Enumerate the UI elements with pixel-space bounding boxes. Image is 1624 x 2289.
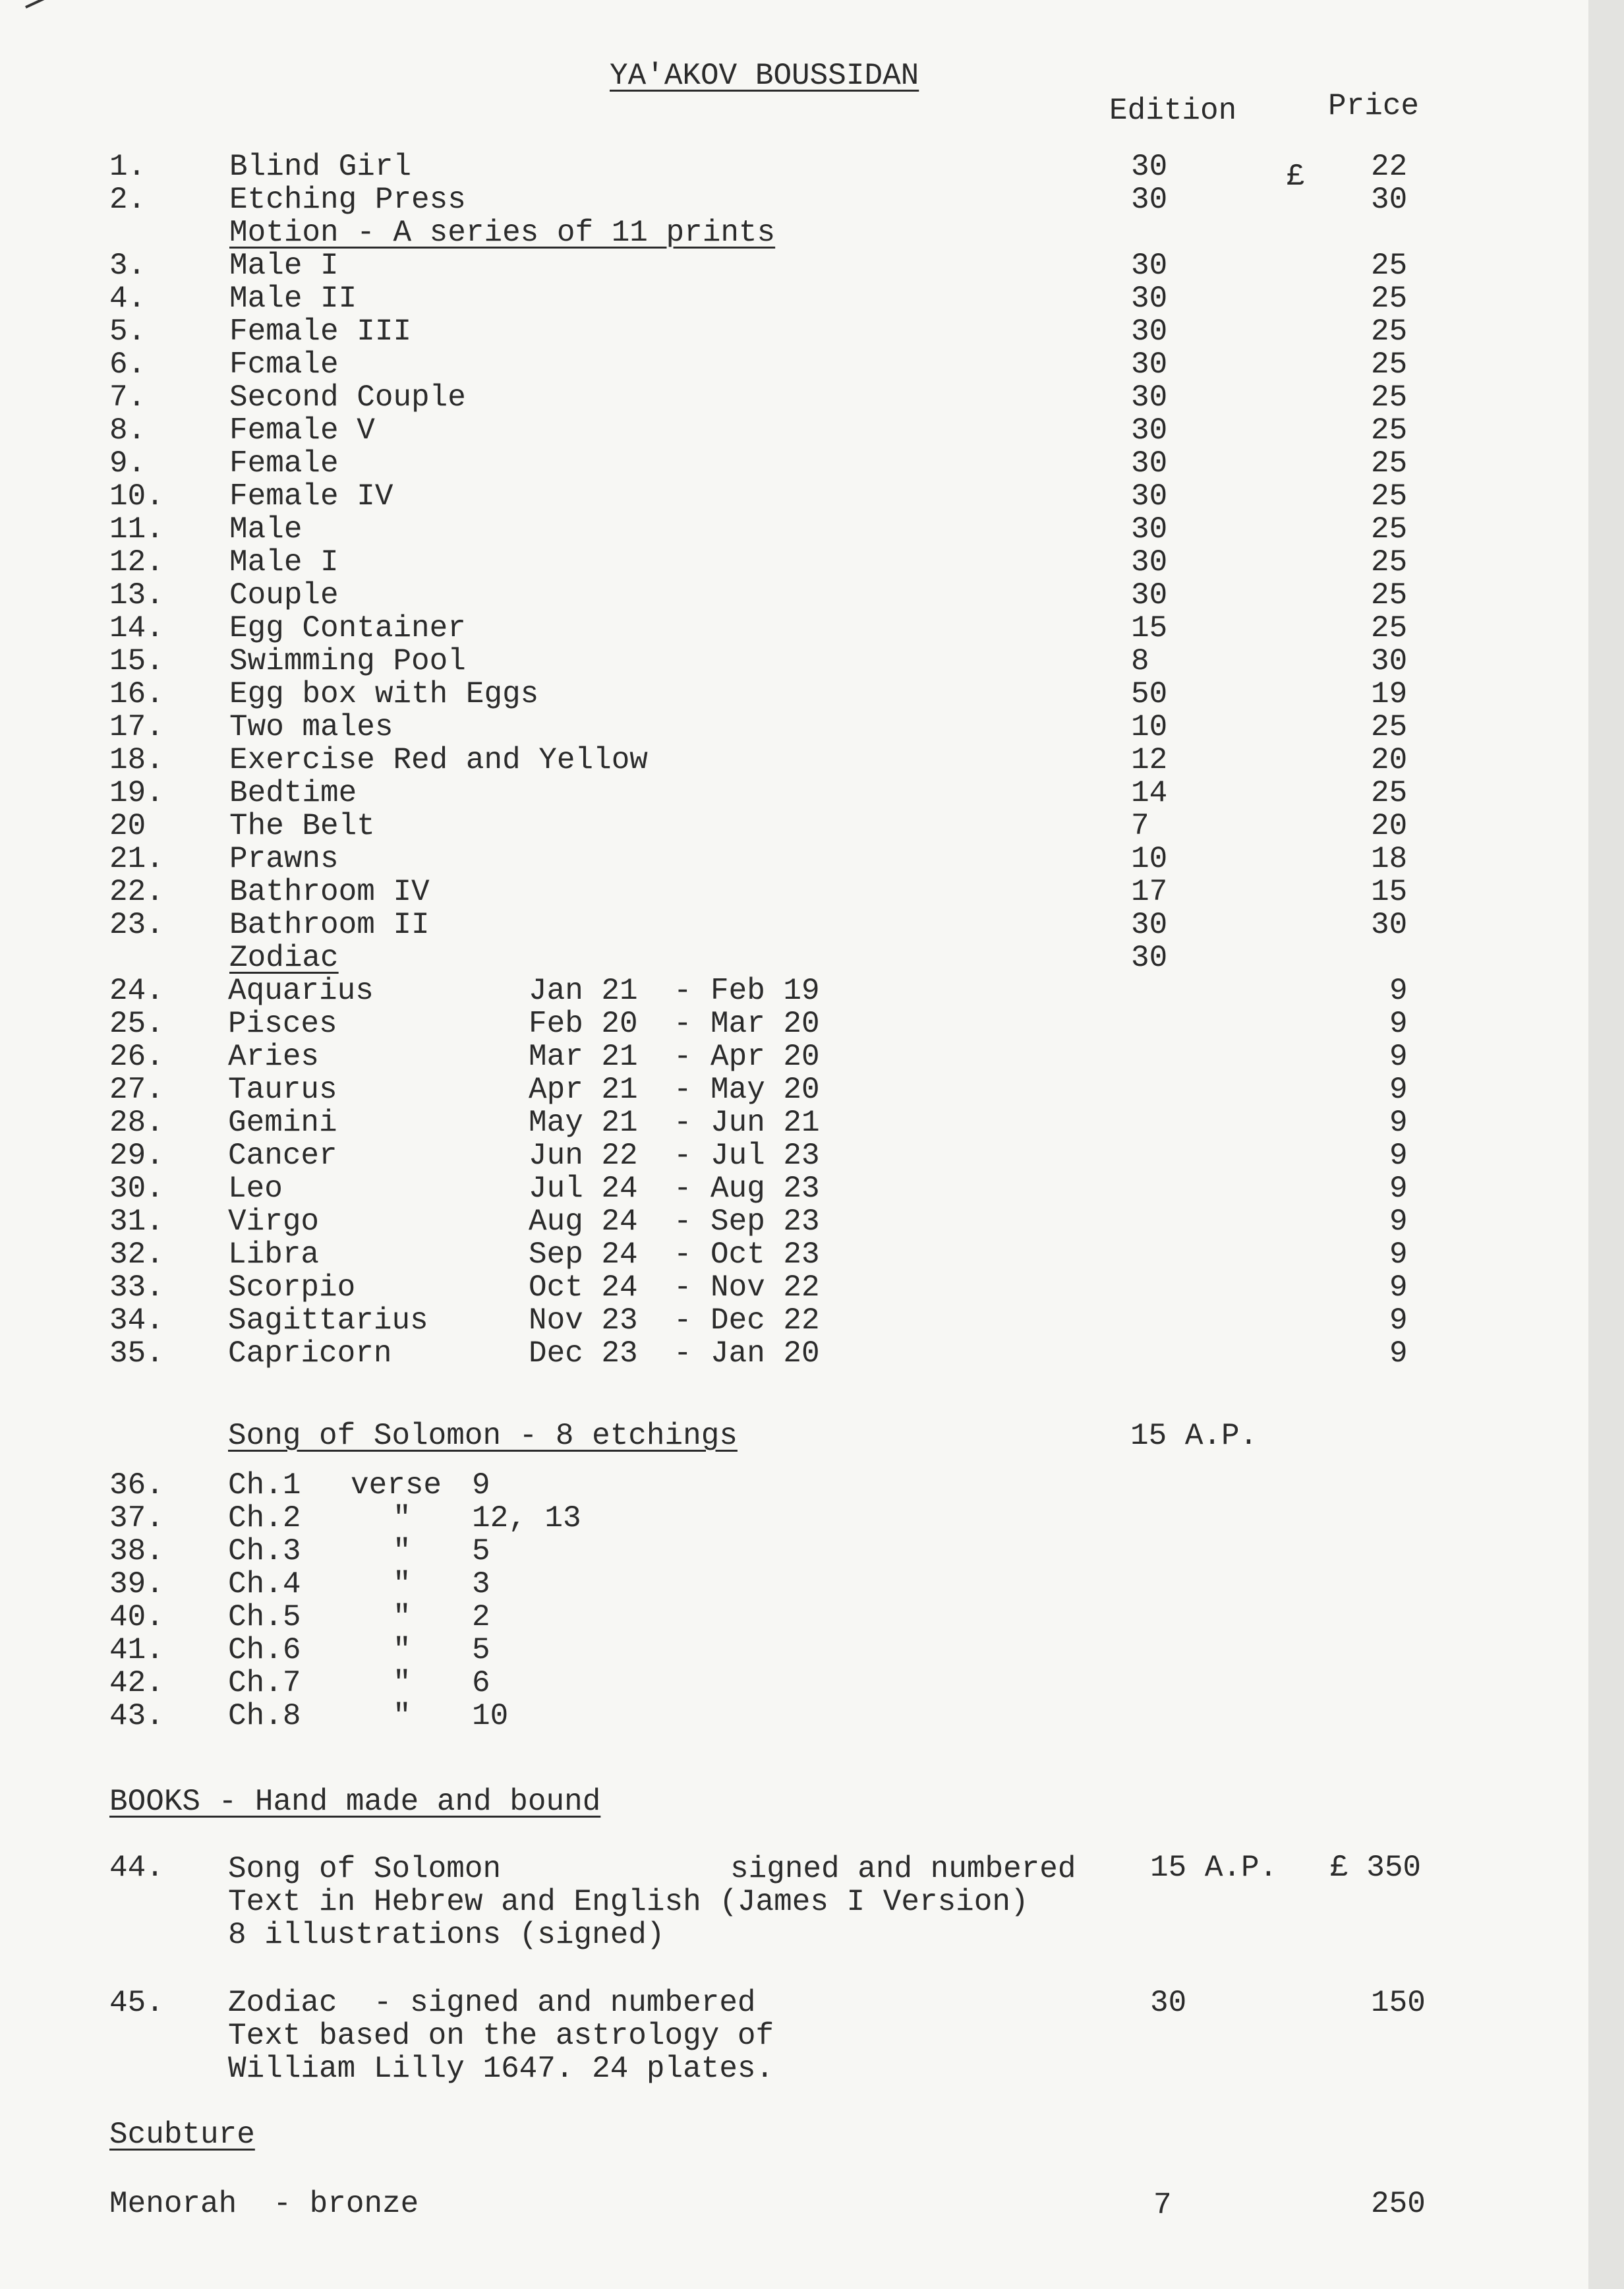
zodiac-from: Sep 24: [529, 1237, 638, 1272]
row-title: Female IV: [229, 479, 393, 514]
book-45-number: 45.: [109, 1986, 164, 2020]
row-edition: 10: [1131, 710, 1168, 744]
date-range-dash: -: [674, 1336, 692, 1371]
zodiac-price: 9: [1389, 1270, 1408, 1305]
zodiac-from: Mar 21: [529, 1040, 638, 1074]
zodiac-to: Nov 22: [710, 1270, 820, 1305]
book-45-plates: William Lilly 1647. 24 plates.: [228, 2052, 774, 2086]
row-edition: 10: [1131, 842, 1168, 876]
song-chapter: Ch.8: [228, 1699, 301, 1733]
row-edition: 7: [1131, 809, 1149, 843]
song-chapter: Ch.6: [228, 1633, 301, 1667]
date-range-dash: -: [674, 1172, 692, 1206]
zodiac-from: Aug 24: [529, 1204, 638, 1239]
zodiac-from: Jan 21: [529, 974, 638, 1008]
zodiac-sign: Leo: [228, 1172, 283, 1206]
row-price: 25: [1371, 710, 1408, 744]
zodiac-from: Apr 21: [529, 1073, 638, 1107]
page-edge: [1588, 0, 1624, 2289]
row-title: Fcmale: [229, 347, 339, 382]
row-number: 14.: [109, 611, 164, 645]
zodiac-sign: Pisces: [228, 1007, 337, 1041]
row-title: Exercise Red and Yellow: [229, 743, 648, 777]
row-title: Egg Container: [229, 611, 466, 645]
song-chapter: Ch.2: [228, 1501, 301, 1535]
zodiac-sign: Aquarius: [228, 974, 374, 1008]
row-number: 22.: [109, 875, 164, 909]
row-price: 30: [1371, 183, 1408, 217]
zodiac-to: Feb 19: [710, 974, 820, 1008]
song-verse: 6: [472, 1666, 490, 1700]
song-verse-mark: ": [393, 1699, 411, 1733]
sculpture-title: Menorah - bronze: [109, 2187, 419, 2221]
row-edition: 30: [1131, 413, 1168, 448]
song-verse-mark: verse: [351, 1468, 442, 1502]
zodiac-number: 31.: [109, 1204, 164, 1239]
row-title: Swimming Pool: [229, 644, 466, 678]
song-verse: 5: [472, 1534, 490, 1568]
zodiac-from: Oct 24: [529, 1270, 638, 1305]
zodiac-number: 35.: [109, 1336, 164, 1371]
zodiac-price: 9: [1389, 1336, 1408, 1371]
date-range-dash: -: [674, 1040, 692, 1074]
row-title: Bathroom II: [229, 908, 430, 942]
song-verse-mark: ": [393, 1600, 411, 1634]
row-edition: 30: [1131, 479, 1168, 514]
row-number: 1.: [109, 150, 146, 184]
row-edition: 14: [1131, 776, 1168, 810]
date-range-dash: -: [674, 974, 692, 1008]
song-number: 40.: [109, 1600, 164, 1634]
row-number: 3.: [109, 249, 146, 283]
row-number: 10.: [109, 479, 164, 514]
row-price: 25: [1371, 776, 1408, 810]
book-44-number: 44.: [109, 1851, 164, 1885]
song-chapter: Ch.5: [228, 1600, 301, 1634]
zodiac-from: Jun 22: [529, 1139, 638, 1173]
row-price: 25: [1371, 314, 1408, 349]
row-price: 22: [1371, 150, 1408, 184]
sculpture-edition: 7: [1153, 2188, 1172, 2222]
zodiac-to: Aug 23: [710, 1172, 820, 1206]
song-verse: 9: [472, 1468, 490, 1502]
zodiac-to: Sep 23: [710, 1204, 820, 1239]
row-edition: 8: [1131, 644, 1149, 678]
row-number: 13.: [109, 578, 164, 612]
zodiac-price: 9: [1389, 1237, 1408, 1272]
row-edition: 30: [1131, 282, 1168, 316]
row-number: 21.: [109, 842, 164, 876]
row-title: Blind Girl: [229, 150, 412, 184]
zodiac-price: 9: [1389, 1040, 1408, 1074]
row-title: Male I: [229, 545, 339, 580]
book-44-signed: signed and numbered: [730, 1852, 1076, 1886]
row-number: 8.: [109, 413, 146, 448]
row-price: 25: [1371, 479, 1408, 514]
sculpture-heading: Scubture: [109, 2118, 255, 2152]
zodiac-price: 9: [1389, 1204, 1408, 1239]
zodiac-to: Jul 23: [710, 1139, 820, 1173]
row-price: 25: [1371, 249, 1408, 283]
row-number: 2.: [109, 183, 146, 217]
row-price: 25: [1371, 446, 1408, 481]
zodiac-number: 33.: [109, 1270, 164, 1305]
row-price: 25: [1371, 545, 1408, 580]
zodiac-to: Dec 22: [710, 1303, 820, 1338]
book-44-edition: 15 A.P.: [1150, 1851, 1278, 1885]
date-range-dash: -: [674, 1204, 692, 1239]
song-number: 37.: [109, 1501, 164, 1535]
song-verse: 5: [472, 1633, 490, 1667]
row-title: Female V: [229, 413, 375, 448]
song-verse: 2: [472, 1600, 490, 1634]
song-verse: 10: [472, 1699, 509, 1733]
row-title: Female III: [229, 314, 412, 349]
zodiac-to: Jan 20: [710, 1336, 820, 1371]
date-range-dash: -: [674, 1106, 692, 1140]
zodiac-number: 27.: [109, 1073, 164, 1107]
song-edition: 15 A.P.: [1130, 1419, 1258, 1453]
book-45-price: 150: [1371, 1986, 1426, 2020]
zodiac-from: Feb 20: [529, 1007, 638, 1041]
zodiac-to: May 20: [710, 1073, 820, 1107]
row-number: 9.: [109, 446, 146, 481]
section-heading: Motion - A series of 11 prints: [229, 216, 776, 250]
row-title: Etching Press: [229, 183, 466, 217]
song-verse-mark: ": [393, 1501, 411, 1535]
song-verse-mark: ": [393, 1567, 411, 1601]
books-heading: BOOKS - Hand made and bound: [109, 1785, 601, 1819]
song-number: 39.: [109, 1567, 164, 1601]
song-verse: 12, 13: [472, 1501, 581, 1535]
row-edition: 30: [1131, 380, 1168, 415]
row-title: Bathroom IV: [229, 875, 430, 909]
row-number: 4.: [109, 282, 146, 316]
row-edition: 30: [1131, 150, 1168, 184]
zodiac-price: 9: [1389, 1073, 1408, 1107]
song-number: 38.: [109, 1534, 164, 1568]
song-verse-mark: ": [393, 1633, 411, 1667]
row-price: 18: [1371, 842, 1408, 876]
row-edition: 30: [1131, 183, 1168, 217]
song-chapter: Ch.4: [228, 1567, 301, 1601]
row-price: 19: [1371, 677, 1408, 711]
book-45-text: Text based on the astrology of: [228, 2019, 774, 2053]
row-edition: 30: [1131, 314, 1168, 349]
zodiac-sign: Sagittarius: [228, 1303, 428, 1338]
zodiac-price: 9: [1389, 1303, 1408, 1338]
row-price: 25: [1371, 380, 1408, 415]
zodiac-to: Oct 23: [710, 1237, 820, 1272]
zodiac-number: 29.: [109, 1139, 164, 1173]
song-verse-mark: ": [393, 1666, 411, 1700]
row-price: 25: [1371, 611, 1408, 645]
zodiac-price: 9: [1389, 1139, 1408, 1173]
song-number: 36.: [109, 1468, 164, 1502]
zodiac-number: 32.: [109, 1237, 164, 1272]
row-number: 17.: [109, 710, 164, 744]
zodiac-sign: Gemini: [228, 1106, 337, 1140]
row-edition: 30: [1131, 347, 1168, 382]
row-price: 30: [1371, 908, 1408, 942]
date-range-dash: -: [674, 1073, 692, 1107]
row-edition: 30: [1131, 545, 1168, 580]
zodiac-from: Dec 23: [529, 1336, 638, 1371]
zodiac-sign: Cancer: [228, 1139, 337, 1173]
row-edition: 30: [1131, 446, 1168, 481]
row-title: Couple: [229, 578, 339, 612]
row-price: 20: [1371, 809, 1408, 843]
zodiac-from: Jul 24: [529, 1172, 638, 1206]
row-title: Two males: [229, 710, 393, 744]
row-edition: 15: [1131, 611, 1168, 645]
row-edition: 50: [1131, 677, 1168, 711]
date-range-dash: -: [674, 1139, 692, 1173]
row-title: Bedtime: [229, 776, 357, 810]
date-range-dash: -: [674, 1303, 692, 1338]
row-number: 18.: [109, 743, 164, 777]
row-edition: 30: [1131, 941, 1168, 975]
row-edition: 30: [1131, 512, 1168, 547]
row-number: 16.: [109, 677, 164, 711]
zodiac-sign: Capricorn: [228, 1336, 392, 1371]
zodiac-sign: Aries: [228, 1040, 320, 1074]
row-number: 6.: [109, 347, 146, 382]
zodiac-number: 25.: [109, 1007, 164, 1041]
row-edition: 30: [1131, 249, 1168, 283]
row-title: Male: [229, 512, 303, 547]
row-number: 23.: [109, 908, 164, 942]
row-title: Egg box with Eggs: [229, 677, 539, 711]
row-number: 11.: [109, 512, 164, 547]
date-range-dash: -: [674, 1007, 692, 1041]
song-chapter: Ch.3: [228, 1534, 301, 1568]
song-heading: Song of Solomon - 8 etchings: [228, 1419, 738, 1453]
row-title: Female: [229, 446, 339, 481]
sculpture-price: 250: [1371, 2187, 1426, 2221]
date-range-dash: -: [674, 1270, 692, 1305]
zodiac-to: Jun 21: [710, 1106, 820, 1140]
zodiac-price: 9: [1389, 1172, 1408, 1206]
row-price: 25: [1371, 282, 1408, 316]
row-number: 20: [109, 809, 146, 843]
zodiac-number: 30.: [109, 1172, 164, 1206]
book-44-text: Text in Hebrew and English (James I Version): [228, 1885, 1029, 1919]
row-number: 19.: [109, 776, 164, 810]
row-edition: 30: [1131, 578, 1168, 612]
song-chapter: Ch.1: [228, 1468, 301, 1502]
zodiac-number: 24.: [109, 974, 164, 1008]
zodiac-price: 9: [1389, 974, 1408, 1008]
book-44-illustrations: 8 illustrations (signed): [228, 1918, 665, 1952]
row-title: Prawns: [229, 842, 339, 876]
zodiac-from: Nov 23: [529, 1303, 638, 1338]
row-price: 25: [1371, 512, 1408, 547]
row-price: 25: [1371, 347, 1408, 382]
date-range-dash: -: [674, 1237, 692, 1272]
zodiac-number: 28.: [109, 1106, 164, 1140]
zodiac-sign: Virgo: [228, 1204, 320, 1239]
row-number: 12.: [109, 545, 164, 580]
song-number: 43.: [109, 1699, 164, 1733]
zodiac-to: Mar 20: [710, 1007, 820, 1041]
row-number: 5.: [109, 314, 146, 349]
row-price: 30: [1371, 644, 1408, 678]
song-number: 41.: [109, 1633, 164, 1667]
song-number: 42.: [109, 1666, 164, 1700]
currency-symbol: £: [1287, 160, 1305, 194]
row-edition: 12: [1131, 743, 1168, 777]
zodiac-sign: Scorpio: [228, 1270, 356, 1305]
zodiac-number: 26.: [109, 1040, 164, 1074]
row-number: 7.: [109, 380, 146, 415]
row-price: 25: [1371, 578, 1408, 612]
row-title: Male II: [229, 282, 357, 316]
row-title: The Belt: [229, 809, 375, 843]
song-verse: 3: [472, 1567, 490, 1601]
row-price: 25: [1371, 413, 1408, 448]
zodiac-price: 9: [1389, 1007, 1408, 1041]
row-price: 20: [1371, 743, 1408, 777]
book-45-title: Zodiac - signed and numbered: [228, 1986, 756, 2020]
zodiac-from: May 21: [529, 1106, 638, 1140]
row-edition: 17: [1131, 875, 1168, 909]
row-price: 15: [1371, 875, 1408, 909]
book-44-title: Song of Solomon: [228, 1852, 502, 1886]
zodiac-to: Apr 20: [710, 1040, 820, 1074]
price-column-header: Price: [1328, 89, 1420, 123]
zodiac-sign: Taurus: [228, 1073, 337, 1107]
song-verse-mark: ": [393, 1534, 411, 1568]
row-title: Second Couple: [229, 380, 466, 415]
row-title: Male I: [229, 249, 339, 283]
row-number: 15.: [109, 644, 164, 678]
section-heading: Zodiac: [229, 941, 339, 975]
row-edition: 30: [1131, 908, 1168, 942]
zodiac-price: 9: [1389, 1106, 1408, 1140]
book-45-edition: 30: [1150, 1986, 1187, 2020]
song-chapter: Ch.7: [228, 1666, 301, 1700]
edition-column-header: Edition: [1109, 94, 1237, 128]
page-title: YA'AKOV BOUSSIDAN: [610, 59, 919, 93]
zodiac-number: 34.: [109, 1303, 164, 1338]
book-44-price: £ 350: [1330, 1851, 1422, 1885]
zodiac-sign: Libra: [228, 1237, 320, 1272]
